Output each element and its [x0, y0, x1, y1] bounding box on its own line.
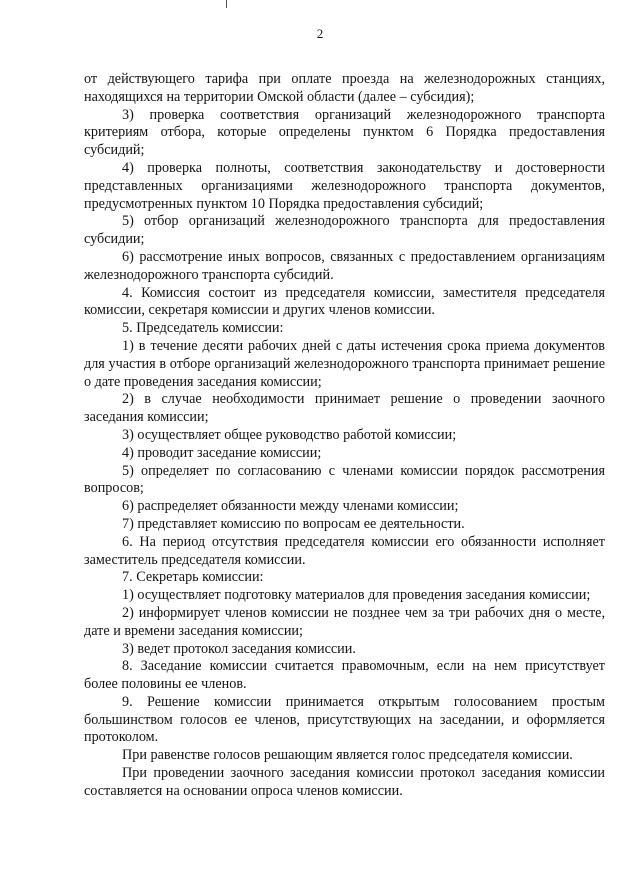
paragraph-function-5: 5) отбор организаций железнодорожного транспорта для предоставления субсидии;	[84, 213, 605, 248]
document-body	[84, 71, 605, 801]
paragraph-chair-duty-7: 7) представляет комиссию по вопросам ее деятельности.	[122, 515, 465, 532]
paragraph-function-3: 3) проверка соответствия организаций железнодорожного транспорта критериям отбора, которые определены пунктом 6 Порядка предоставления субсидий;	[84, 106, 605, 159]
paragraph-secretary-duty-3: 3) ведет протокол заседания комиссии.	[122, 640, 356, 657]
paragraph-chair-duty-3: 3) осуществляет общее руководство работой комиссии;	[122, 426, 457, 443]
paragraph-secretary-duty-2: 2) информирует членов комиссии не позднее чем за три рабочих дня о месте, дате и времени заседания комиссии;	[84, 604, 605, 639]
paragraph-section-5-heading: 5. Председатель комиссии:	[122, 320, 284, 337]
paragraph-function-6: 6) рассмотрение иных вопросов, связанных с предоставлением организациям железнодорожного транспорта субсидий.	[84, 248, 605, 283]
paragraph-section-4: 4. Комиссия состоит из председателя комиссии, заместителя председателя комиссии, секретаря комиссии и других членов комиссии.	[84, 284, 605, 319]
paragraph-tie-vote: При равенстве голосов решающим является голос председателя комиссии.	[122, 747, 573, 764]
paragraph-absentee-meeting: При проведении заочного заседания комиссии протокол заседания комиссии составляется на основании опроса членов комиссии.	[84, 765, 605, 799]
paragraph-chair-duty-2: 2) в случае необходимости принимает решение о проведении заочного заседания комиссии;	[84, 391, 605, 426]
paragraph-section-6: 6. На период отсутствия председателя комиссии его обязанности исполняет заместитель председателя комиссии.	[84, 533, 605, 568]
paragraph-chair-duty-6: 6) распределяет обязанности между членами комиссии;	[122, 498, 459, 515]
paragraph-chair-duty-4: 4) проводит заседание комиссии;	[122, 444, 322, 461]
paragraph-subsidy-definition-continued: от действующего тарифа при оплате проезда на железнодорожных станциях, находящихся на территории Омской области (далее – субсидия);	[84, 71, 605, 105]
scan-artifact-mark	[226, 0, 227, 8]
paragraph-function-4: 4) проверка полноты, соответствия законодательству и достоверности представленных организациями железнодорожного транспорта документов, предусмотренных пунктом 10 Порядка предоставления субсидий;	[84, 159, 605, 212]
paragraph-section-9: 9. Решение комиссии принимается открытым голосованием простым большинством голосов ее членов, присутствующих на заседании, и оформляется протоколом.	[84, 693, 605, 746]
paragraph-secretary-duty-1: 1) осуществляет подготовку материалов для проведения заседания комиссии;	[122, 587, 591, 604]
page-number: 2	[316, 26, 324, 41]
paragraph-chair-duty-5: 5) определяет по согласованию с членами комиссии порядок рассмотрения вопросов;	[84, 462, 605, 497]
paragraph-section-7-heading: 7. Секретарь комиссии:	[122, 569, 264, 586]
paragraph-chair-duty-1: 1) в течение десяти рабочих дней с даты истечения срока приема документов для участия в отборе организаций железнодорожного транспорта принимает решение о дате проведения заседания комиссии;	[84, 337, 605, 390]
paragraph-section-8: 8. Заседание комиссии считается правомочным, если на нем присутствует более половины ее членов.	[84, 658, 605, 693]
